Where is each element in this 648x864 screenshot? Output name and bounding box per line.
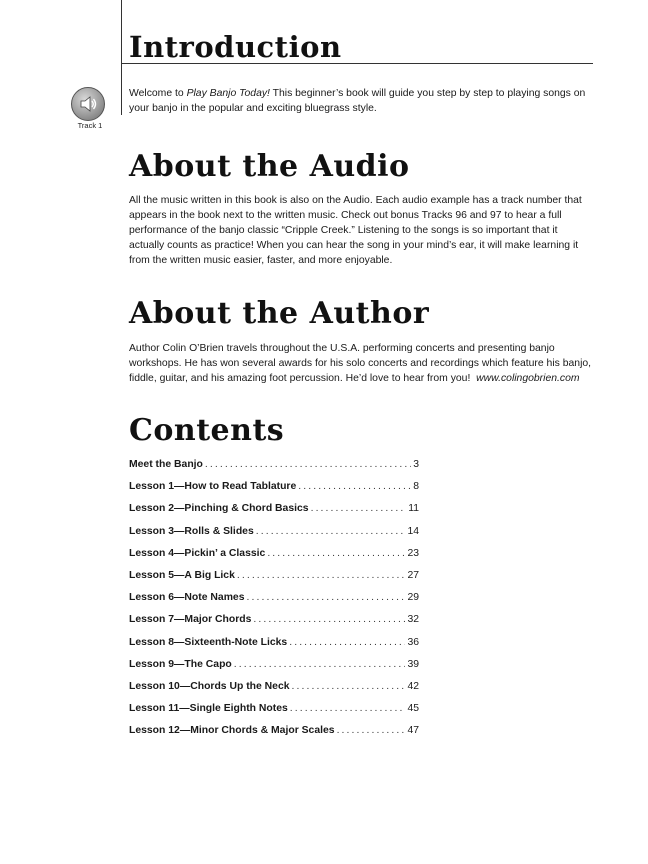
toc-entry[interactable]	[129, 592, 419, 614]
toc-entry[interactable]	[129, 659, 419, 681]
speaker-icon[interactable]	[71, 87, 105, 121]
toc-leader-dots	[290, 703, 406, 714]
toc-entry[interactable]	[129, 614, 419, 636]
about-author-paragraph	[129, 341, 595, 386]
toc-entry[interactable]	[129, 481, 419, 503]
toc-leader-dots	[292, 681, 406, 692]
toc-entry-page: 29	[407, 592, 419, 604]
toc-entry[interactable]	[129, 681, 419, 703]
toc-entry-page: 42	[407, 680, 419, 692]
toc-entry-page: 3	[413, 459, 419, 470]
toc-entry-title: Meet the Banjo	[129, 459, 203, 470]
toc-entry-title: Lesson 9—The Capo	[129, 658, 232, 670]
track-label: Track 1	[77, 121, 103, 130]
toc-leader-dots	[253, 614, 405, 625]
intro-text-after: This beginner’s book will guide you step by step to playing songs on your banjo in the popular and exciting bluegrass style.	[129, 88, 586, 114]
toc-entry-title: Lesson 11—Single Eighth Notes	[129, 703, 288, 715]
toc-entry[interactable]	[129, 637, 419, 659]
toc-entry-title: Lesson 5—A Big Lick	[129, 569, 235, 581]
toc-leader-dots	[298, 481, 411, 492]
toc-entry-page: 47	[407, 725, 419, 737]
margin-vertical-rule	[121, 0, 122, 115]
toc-entry-page: 23	[407, 547, 419, 559]
toc-entry[interactable]	[129, 503, 419, 525]
toc-entry-page: 14	[407, 525, 419, 537]
toc-entry[interactable]	[129, 725, 419, 747]
toc-entry-title: Lesson 3—Rolls & Slides	[129, 525, 254, 537]
toc-entry-page: 32	[407, 614, 419, 626]
toc-entry-title: Lesson 2—Pinching & Chord Basics	[129, 503, 309, 515]
toc-leader-dots	[247, 592, 406, 603]
toc-entry[interactable]	[129, 703, 419, 725]
toc-entry-page: 36	[407, 636, 419, 648]
toc-entry-page: 45	[407, 703, 419, 715]
author-website-link[interactable]: www.colingobrien.com	[476, 373, 580, 384]
toc-entry-page: 8	[413, 481, 419, 493]
about-audio-heading: About the Audio	[129, 149, 410, 184]
contents-heading: Contents	[129, 413, 285, 448]
toc-entry[interactable]	[129, 459, 419, 481]
author-text: Author Colin O’Brien travels throughout the U.S.A. performing concerts and presenting banjo workshops. He has won several awards for his solo concerts and recordings which feature his banjo, fiddle, guitar, and his amazing foot percussion. He’d love to hear from you!	[129, 343, 592, 384]
toc-entry[interactable]	[129, 548, 419, 570]
toc-leader-dots	[311, 503, 407, 514]
intro-text-before: Welcome to	[129, 88, 187, 99]
introduction-paragraph	[129, 86, 595, 116]
book-title: Play Banjo Today!	[186, 88, 270, 99]
table-of-contents	[129, 459, 419, 747]
toc-entry-title: Lesson 12—Minor Chords & Major Scales	[129, 725, 335, 737]
toc-leader-dots	[256, 526, 406, 537]
toc-entry-page: 11	[408, 503, 419, 515]
toc-entry-title: Lesson 4—Pickin’ a Classic	[129, 547, 266, 559]
toc-entry-title: Lesson 8—Sixteenth-Note Licks	[129, 636, 288, 648]
toc-entry-title: Lesson 7—Major Chords	[129, 614, 252, 626]
toc-leader-dots	[267, 548, 405, 559]
toc-entry[interactable]	[129, 526, 419, 548]
toc-entry-title: Lesson 1—How to Read Tablature	[129, 481, 297, 493]
toc-entry[interactable]	[129, 570, 419, 592]
speaker-glyph	[76, 92, 100, 116]
toc-leader-dots	[234, 659, 406, 670]
introduction-heading: Introduction	[129, 30, 342, 64]
toc-entry-title: Lesson 6—Note Names	[129, 592, 245, 604]
about-audio-paragraph: All the music written in this book is also on the Audio. Each audio example has a track number that appears in the book next to the written music. Check out bonus Tracks 96 and 97 to hear a full performance of the banjo classic “Cripple Creek.” Listening to the songs is so important that it actually counts as practice! When you can hear the song in your mind’s ear, it will make learning it from the written music easier, faster, and more enjoyable.	[129, 195, 582, 266]
toc-leader-dots	[289, 637, 405, 648]
toc-leader-dots	[205, 459, 411, 470]
about-author-heading: About the Author	[129, 296, 430, 331]
toc-leader-dots	[337, 725, 406, 736]
toc-entry-title: Lesson 10—Chords Up the Neck	[129, 680, 290, 692]
toc-entry-page: 39	[407, 658, 419, 670]
toc-leader-dots	[237, 570, 406, 581]
toc-entry-page: 27	[407, 569, 419, 581]
